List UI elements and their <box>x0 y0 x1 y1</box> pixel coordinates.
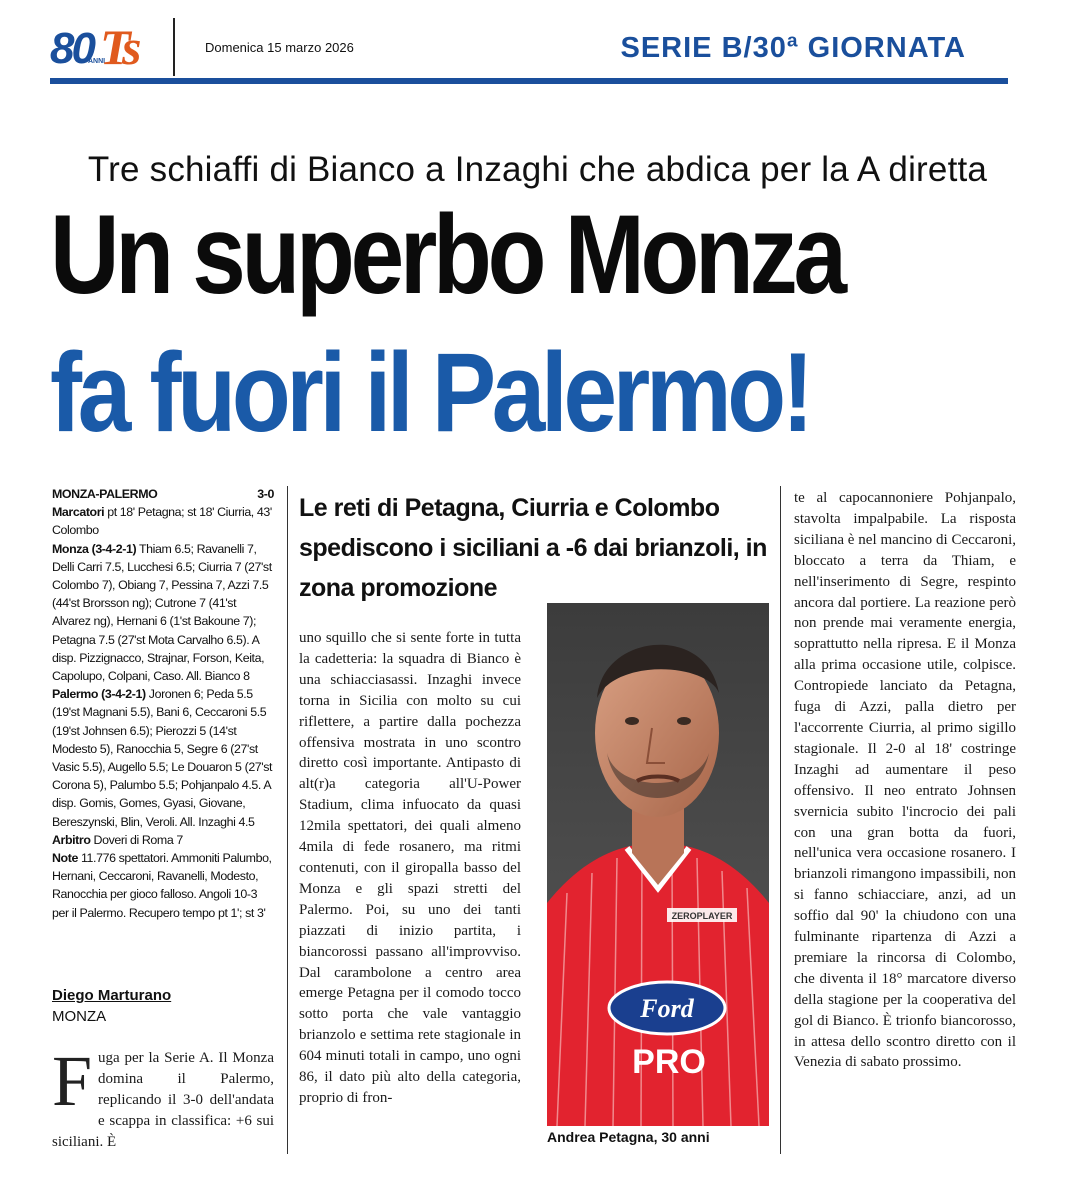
article-text-1: uga per la Serie A. Il Monza domina il Palermo, replicando il 3-0 dell'andata e scappa in classifica: +6 sui siciliani. È <box>52 1050 274 1150</box>
article-column-1 <box>52 1041 274 1153</box>
referee: Arbitro Doveri di Roma 7 <box>52 832 183 847</box>
column-divider-1 <box>287 486 288 1154</box>
section-title: SERIE B/30ª GIORNATA <box>620 32 966 64</box>
match-notes: Note 11.776 spettatori. Ammoniti Palumbo, Hernani, Ceccaroni, Ravanelli, Modesto, Ranocchia per gioco falloso. Angoli 10-3 per il Palermo. Recupero tempo pt 1'; st 3' <box>52 851 272 920</box>
drop-cap: F <box>52 1041 93 1121</box>
scorers: Marcatori pt 18' Petagna; st 18' Ciurria, 43' Colombo <box>52 505 272 538</box>
masthead-rule <box>50 78 1008 84</box>
article-column-3: te al capocannoniere Pohjanpalo, stavolta impalpabile. La risposta siciliana è nel mancino di Ceccaroni, bloccato a terra da Thiam, e nell'inserimento di Segre, respinto ancora dal portiere. La reazione però non prende mai veramente energia, soprattutto nella ripresa. E il Monza alla prima occasione utile, colpisce. Contropiede lanciato da Petagna, fuga di Azzi, palla dietro per l'accorrente Ciurria, al primo sigillo stagionale. Il 2-0 al 18' costringe Inzaghi ad aumentare il peso offensivo. Il neo entrato Johnsen svernicia subito l'incrocio dei pali con una gran botta da fuori, nell'unica vera occasione rosanero. I brianzoli rimangono impassibili, non si fanno schiacciare, anzi, ad un soffio dal 90' la chiudono con una fulminante ripartenza di Azzi a premiare la rincorsa di Colombo, che diventa il 18° marcatore diverso della stagione per la cooperativa del gol di Bianco. È trionfo biancorosso, in attesa dello scontro diretto con il Venezia di sabato prossimo. <box>794 490 1016 1071</box>
headline-line-1: Un superbo Monza <box>50 192 843 317</box>
article-column-2: uno squillo che si sente forte in tutta la cadetteria: la squadra di Bianco è una schiacciasassi. Inzaghi invece torna in Sicilia con molto su cui riflettere, a partire dalla pochezza offensiva mostrata in uno scontro diretto così importante. Antipasto di alt(r)a categoria all'U-Power Stadium, clima infuocato da quasi 12mila spettatori, dei quali almeno 4mila di fede rosanero, ma ritmi contenuti, con il giropalla basso del Monza e gli spazi stretti del Palermo. Poi, su uno dei tanti piazzati di inizio partita, i biancorossi passano all'improvviso. Dal carambolone a centro area emerge Petagna per il comodo tocco sotto porta che vale vantaggio brianzolo e settima rete stagionale in 604 minuti totali in campo, uno ogni 86, il dato più alto della categoria, proprio di fron- <box>299 630 521 1106</box>
column-divider-2 <box>780 486 781 1154</box>
subheadline: Le reti di Petagna, Ciurria e Colombo spediscono i siciliani a -6 dai brianzoli, in zona promozione <box>299 494 767 602</box>
match-score-row <box>52 485 274 503</box>
masthead-divider <box>173 18 175 76</box>
logo-number: 80 <box>50 24 93 73</box>
masthead <box>50 14 1008 86</box>
headline-line-2: fa fuori il Palermo! <box>50 330 810 455</box>
sponsor-sub: PRO <box>632 1043 706 1081</box>
match-report-box <box>52 485 274 922</box>
match-score: 3-0 <box>257 487 274 501</box>
match-teams: MONZA-PALERMO <box>52 487 158 501</box>
logo-anni: ANNI <box>88 58 106 65</box>
sponsor-top: ZEROPLAYER <box>671 911 733 921</box>
kicker: Tre schiaffi di Bianco a Inzaghi che abdica per la A diretta <box>87 150 988 189</box>
byline <box>52 987 274 1025</box>
logo-brand: Ts <box>100 19 138 75</box>
sponsor-logo: Ford <box>640 994 694 1023</box>
newspaper-logo[interactable] <box>50 18 150 78</box>
monza-lineup: Monza (3-4-2-1) Thiam 6.5; Ravanelli 7, Delli Carri 7.5, Lucchesi 6.5; Ciurria 7 (27'st Colombo 7), Obiang 7, Pessina 7, Azzi 7.5 (44'st Brorsson ng); Cutrone 7 (41'st Alvarez ng), Hernani 6 (1'st Bakoune 7); Petagna 7.5 (27'st Mota Carvalho 6.5). A disp. Pizzignacco, Strajnar, Forson, Keita, Capolupo, Colpani, Caso. All. Bianco 8 <box>52 541 272 684</box>
photo-caption: Andrea Petagna, 30 anni <box>547 1129 710 1145</box>
palermo-lineup: Palermo (3-4-2-1) Joronen 6; Peda 5.5 (19'st Magnani 5.5), Bani 6, Ceccaroni 5.5 (19'st Johnsen 6.5); Pierozzi 5 (14'st Modesto 5), Ranocchia 5, Segre 6 (27'st Vasic 5.5), Augello 5.5; Le Douaron 5 (27'st Corona 5), Palumbo 5.5; Pohjanpalo 4.5. A disp. Gomis, Gomes, Gyasi, Giovane, Bereszynski, Blin, Veroli. All. Inzaghi 4.5 <box>52 687 273 829</box>
author-name[interactable]: Diego Marturano <box>52 987 172 1004</box>
dateline: MONZA <box>52 1008 107 1025</box>
player-photo <box>547 603 769 1126</box>
issue-date: Domenica 15 marzo 2026 <box>205 40 354 55</box>
